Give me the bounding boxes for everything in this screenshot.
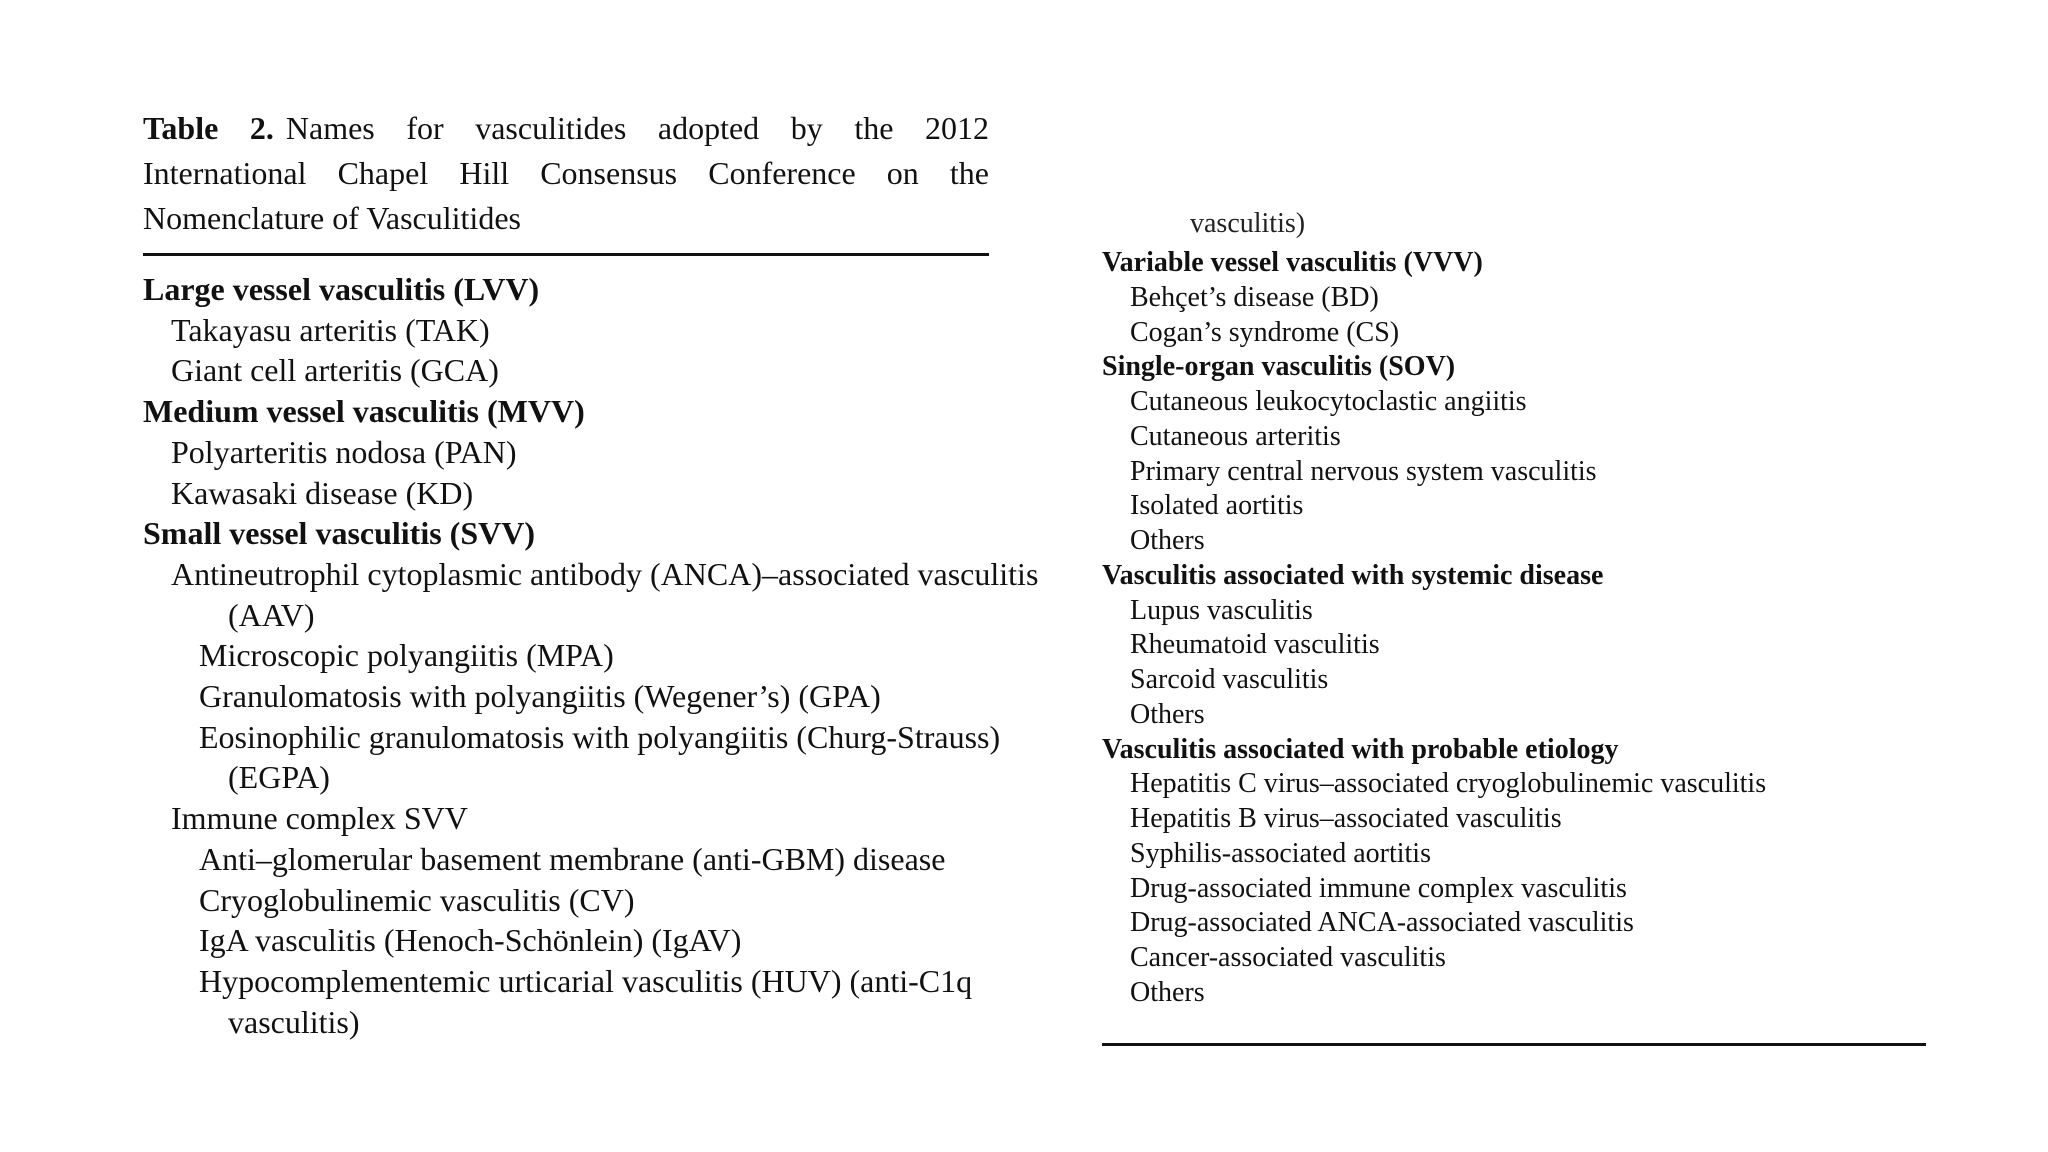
table-entry: (EGPA) — [228, 759, 330, 796]
table-entry: Drug-associated ANCA-associated vasculitis — [1130, 907, 1634, 939]
table-entry: IgA vasculitis (Henoch-Schönlein) (IgAV) — [199, 922, 742, 959]
table-caption-label: Table 2. — [143, 110, 274, 146]
table-entry: Others — [1130, 698, 1205, 730]
table-entry: Giant cell arteritis (GCA) — [171, 352, 499, 389]
table-entry: Syphilis-associated aortitis — [1130, 837, 1431, 869]
table-entry: Granulomatosis with polyangiitis (Wegener’s) (GPA) — [199, 678, 881, 715]
table-entry: Lupus vasculitis — [1130, 594, 1313, 626]
category-heading: Vasculitis associated with systemic disease — [1102, 559, 1604, 591]
table-entry: Behçet’s disease (BD) — [1130, 281, 1379, 313]
table-entry: Antineutrophil cytoplasmic antibody (ANCA)–associated vasculitis — [171, 555, 1039, 592]
table-entry: Hepatitis C virus–associated cryoglobulinemic vasculitis — [1130, 768, 1767, 800]
table-entry: Others — [1130, 976, 1205, 1008]
table-entry: vasculitis) — [228, 1003, 360, 1040]
table-entry: Cancer-associated vasculitis — [1130, 942, 1446, 973]
table-entry: Cutaneous leukocytoclastic angiitis — [1130, 386, 1527, 417]
table-caption-text: Names for vasculitides adopted by the 2012 International Chapel Hill Consensus Conference on the Nomenclature of Vasculitides — [143, 110, 990, 236]
table-bottom-rule — [1102, 1043, 1926, 1046]
table-right-column — [1102, 246, 1962, 1011]
table-entry: Hepatitis B virus–associated vasculitis — [1130, 803, 1562, 834]
table-entry: Takayasu arteritis (TAK) — [171, 311, 490, 348]
table-top-rule — [143, 253, 989, 256]
table-entry: Polyarteritis nodosa (PAN) — [171, 433, 517, 470]
table-entry: Others — [1130, 525, 1205, 556]
category-heading: Small vessel vasculitis (SVV) — [143, 515, 535, 552]
table-entry: Anti–glomerular basement membrane (anti-GBM) disease — [199, 840, 946, 877]
table-entry: Kawasaki disease (KD) — [171, 474, 474, 511]
table-entry: Microscopic polyangiitis (MPA) — [199, 637, 614, 674]
table-entry: Cutaneous arteritis — [1130, 420, 1341, 452]
table-entry: Cryoglobulinemic vasculitis (CV) — [199, 881, 635, 918]
table-caption — [143, 106, 989, 241]
category-heading: Large vessel vasculitis (LVV) — [143, 271, 540, 307]
table-entry: Immune complex SVV — [171, 800, 468, 837]
table-entry: Isolated aortitis — [1130, 490, 1304, 522]
table-entry: Primary central nervous system vasculitis — [1130, 455, 1597, 487]
table-entry: Rheumatoid vasculitis — [1130, 629, 1380, 661]
table-left-column — [143, 269, 1039, 1042]
table-entry: Sarcoid vasculitis — [1130, 664, 1329, 695]
continued-text-fragment — [1190, 208, 1306, 241]
continued-text-fragment-text: vasculitis) — [1190, 208, 1306, 239]
category-heading: Variable vessel vasculitis (VVV) — [1102, 247, 1483, 278]
table-entry: Hypocomplementemic urticarial vasculitis (HUV) (anti-C1q — [199, 962, 973, 999]
table-entry: Cogan’s syndrome (CS) — [1130, 316, 1400, 348]
category-heading: Single-organ vasculitis (SOV) — [1102, 351, 1456, 383]
category-heading: Vasculitis associated with probable etiology — [1102, 733, 1619, 765]
category-heading: Medium vessel vasculitis (MVV) — [143, 393, 585, 430]
table-entry: Drug-associated immune complex vasculitis — [1130, 872, 1627, 904]
table-entry: Eosinophilic granulomatosis with polyangiitis (Churg-Strauss) — [199, 718, 1001, 755]
table-entry: (AAV) — [228, 596, 315, 633]
